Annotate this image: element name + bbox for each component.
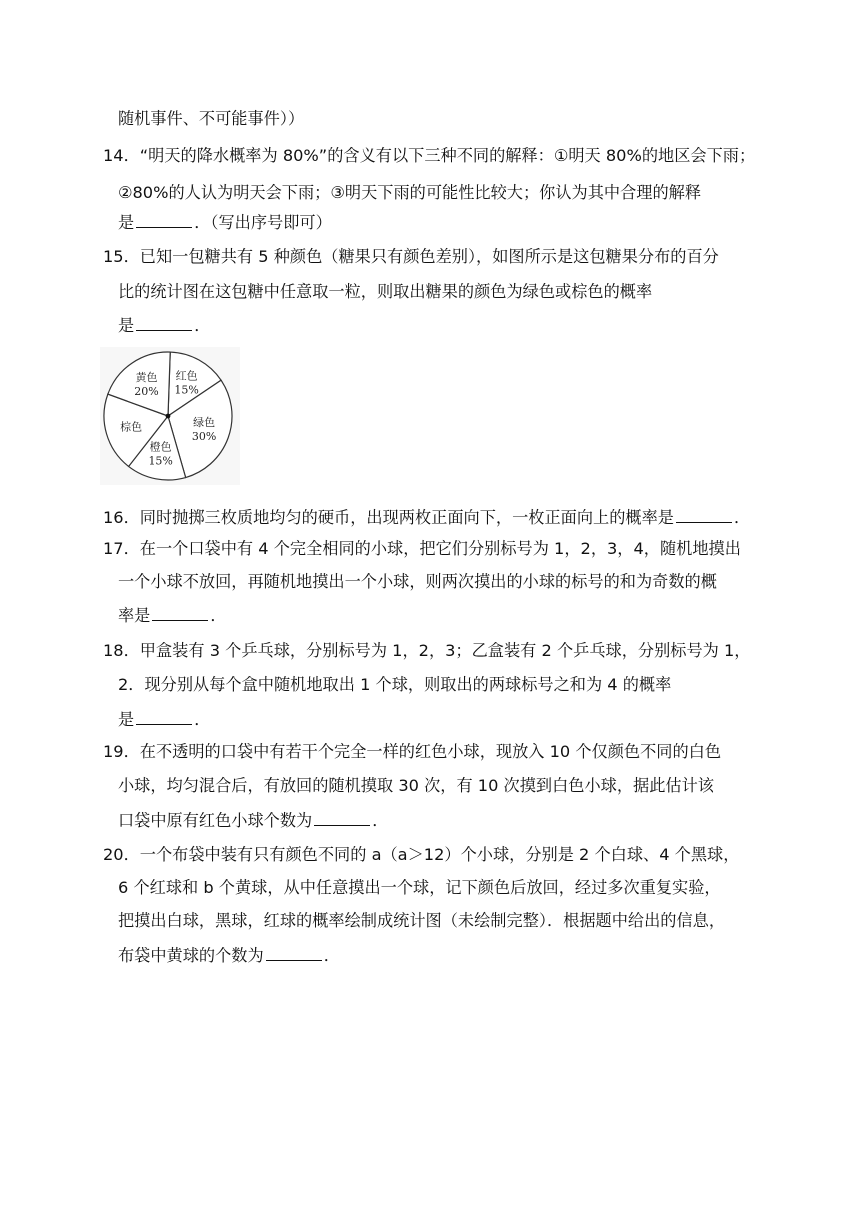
q18-text-line2: 2．现分别从每个盒中随机地取出 1 个球，则取出的两球标号之和为 4 的概率 <box>118 675 672 694</box>
q20-text-line4-before: 布袋中黄球的个数为 <box>118 946 264 965</box>
q14-answer-blank[interactable] <box>136 209 192 228</box>
q19-answer-blank[interactable] <box>314 807 370 826</box>
q20-answer-blank[interactable] <box>266 942 322 961</box>
q20-line4 <box>118 942 340 966</box>
q19-text-line1: 在不透明的口袋中有若干个完全一样的红色小球，现放入 10 个仅颜色不同的白色 <box>139 742 722 761</box>
pie-slice-label-4: 棕色 <box>120 420 143 434</box>
q16-text-after: ． <box>733 508 751 527</box>
q15-answer-blank[interactable] <box>136 312 192 331</box>
q14-line1 <box>103 144 755 168</box>
q15-text-line1: 已知一包糖共有 5 种颜色（糖果只有颜色差别），如图所示是这包糖果分布的百分 <box>139 247 719 266</box>
q19-number: 19． <box>103 742 140 761</box>
q19-text-line3-before: 口袋中原有红色小球个数为 <box>118 811 313 830</box>
q15-text-line3-before: 是 <box>118 316 135 335</box>
q19-line3 <box>118 807 388 831</box>
pie-slice-percent-3: 15% <box>148 454 173 468</box>
pie-slice-label-3: 橙色 <box>149 440 172 454</box>
q17-answer-blank[interactable] <box>152 602 208 621</box>
q14-number: 14． <box>103 146 140 165</box>
pie-center-dot <box>166 414 171 419</box>
q17-text-line3-after: ． <box>210 606 227 625</box>
q15-number: 15． <box>103 247 140 266</box>
q17-line1 <box>103 537 741 561</box>
pie-slice-label-2: 绿色 <box>193 416 216 430</box>
q20-text-line1: 一个布袋中装有只有颜色不同的 a（a＞12）个小球，分别是 2 个白球、4 个黑球， <box>139 845 740 864</box>
q16-number: 16． <box>103 508 140 527</box>
q20-text-line2: 6 个红球和 b 个黄球，从中任意摸出一个球，记下颜色后放回，经过多次重复实验， <box>118 878 721 897</box>
q18-line1 <box>103 639 750 663</box>
q14-text-line3-before: 是 <box>118 213 135 232</box>
q18-line3 <box>118 706 210 730</box>
pie-slice-percent-1: 15% <box>174 383 199 397</box>
q18-text-line3-before: 是 <box>118 710 135 729</box>
q13-tail-text: 随机事件、不可能事件）） <box>118 109 305 128</box>
q19-text-line2: 小球，均匀混合后，有放回的随机摸取 30 次，有 10 次摸到白色小球，据此估计该 <box>118 776 714 795</box>
question-16 <box>103 504 750 528</box>
pie-slice-label-5: 黄色 <box>135 371 158 385</box>
q20-line1 <box>103 843 739 867</box>
q19-text-line3-after: ． <box>372 811 389 830</box>
q14-text-line1: “明天的降水概率为 80%”的含义有以下三种不同的解释：①明天 80%的地区会下雨； <box>139 146 756 165</box>
q18-answer-blank[interactable] <box>136 706 192 725</box>
q20-text-line4-after: ． <box>323 946 340 965</box>
q15-line1 <box>103 245 719 269</box>
q14-text-line2: ②80%的人认为明天会下雨；③明天下雨的可能性比较大；你认为其中合理的解释 <box>118 183 702 202</box>
q18-text-line1: 甲盒装有 3 个乒乓球，分别标号为 1，2，3；乙盒装有 2 个乒乓球，分别标号为 1， <box>139 641 751 660</box>
candy-color-pie-chart <box>100 347 240 485</box>
q20-text-line3: 把摸出白球，黑球，红球的概率绘制成统计图（未绘制完整）．根据题中给出的信息， <box>118 911 726 930</box>
pie-slice-percent-5: 20% <box>134 385 159 399</box>
q20-number: 20． <box>103 845 140 864</box>
pie-slice-label-1: 红色 <box>175 369 198 383</box>
q14-text-line3-after: ．（写出序号即可） <box>194 213 332 232</box>
pie-chart-svg <box>100 347 240 485</box>
q17-text-line3-before: 率是 <box>118 606 151 625</box>
q18-text-line3-after: ． <box>194 710 211 729</box>
q15-line3 <box>118 312 210 336</box>
q17-text-line2: 一个小球不放回，再随机地摸出一个小球，则两次摸出的小球的标号的和为奇数的概 <box>118 572 717 591</box>
q14-line3 <box>118 209 332 233</box>
q16-text-before: 同时抛掷三枚质地均匀的硬币，出现两枚正面向下，一枚正面向上的概率是 <box>139 508 674 527</box>
q17-line3 <box>118 602 227 626</box>
q16-answer-blank[interactable] <box>676 504 732 523</box>
q17-text-line1: 在一个口袋中有 4 个完全相同的小球，把它们分别标号为 1，2，3，4，随机地摸出 <box>139 539 741 558</box>
q15-text-line3-after: ． <box>194 316 211 335</box>
pie-slice-percent-2: 30% <box>191 430 217 444</box>
q17-number: 17． <box>103 539 140 558</box>
q18-number: 18． <box>103 641 140 660</box>
q19-line1 <box>103 740 721 764</box>
q15-text-line2: 比的统计图在这包糖中任意取一粒，则取出糖果的颜色为绿色或棕色的概率 <box>118 282 653 301</box>
